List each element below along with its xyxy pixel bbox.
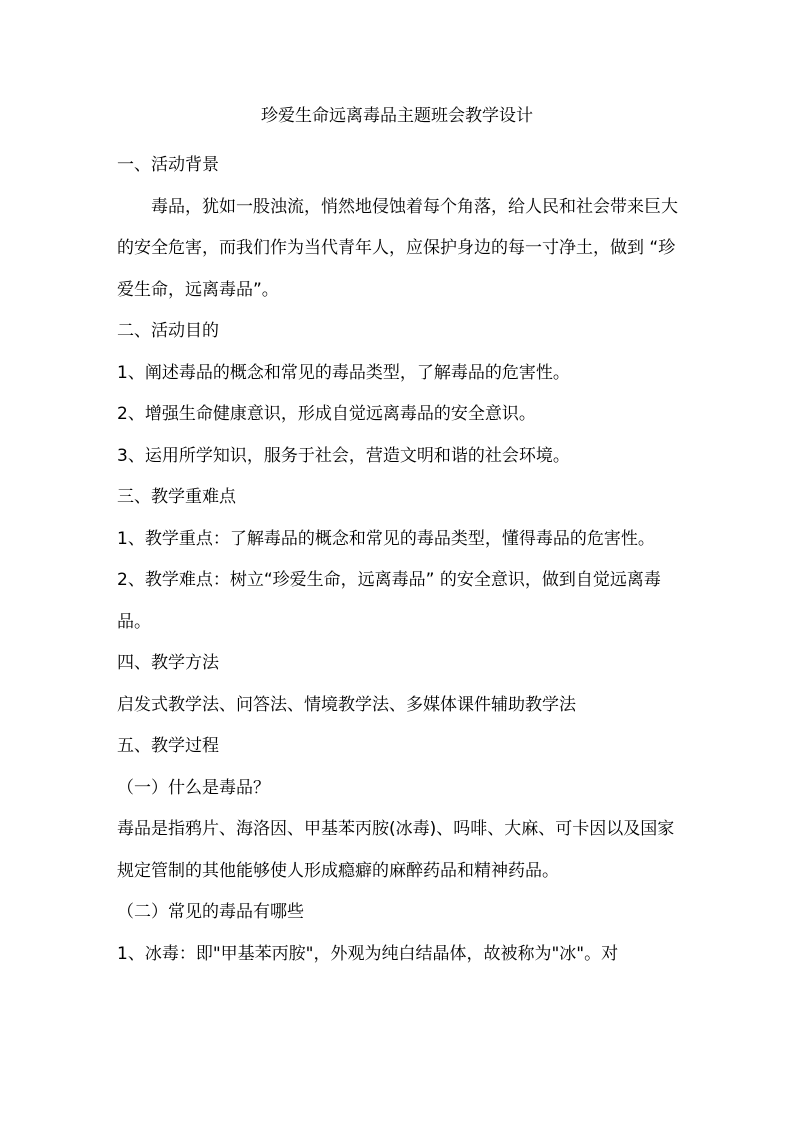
section-heading: 五、教学过程 (117, 736, 219, 756)
document-body (117, 145, 682, 975)
list-item: 1、冰毒：即"甲基苯丙胺"，外观为纯白结晶体，故被称为"冰"。对 (117, 943, 619, 964)
paragraph: 启发式教学法、问答法、情境教学法、多媒体课件辅助教学法 (117, 694, 576, 715)
subsection-heading: （二）常见的毒品有哪些 (117, 902, 304, 922)
subsection-heading: （一）什么是毒品？ (117, 777, 270, 798)
paragraph: 毒品，犹如一股浊流，悄然地侵蚀着每个角落，给人民和社会带来巨大的安全危害，而我们作为当代青年人，应保护身边的每一寸净土，做到 “珍爱生命，远离毒品”。 (117, 196, 678, 300)
section-heading: 三、教学重难点 (117, 487, 236, 507)
paragraph: 毒品是指鸦片、海洛因、甲基苯丙胺(冰毒)、吗啡、大麻、可卡因以及国家规定管制的其他能够使人形成瘾癖的麻醉药品和精神药品。 (117, 819, 675, 881)
section-heading: 四、教学方法 (117, 653, 219, 673)
list-item: 3、运用所学知识，服务于社会，营造文明和谐的社会环境。 (117, 445, 570, 466)
list-item: 2、教学难点：树立“珍爱生命，远离毒品” 的安全意识，做到自觉远离毒品。 (117, 570, 661, 632)
list-item: 1、教学重点：了解毒品的概念和常见的毒品类型，懂得毒品的危害性。 (117, 528, 655, 549)
section-heading: 二、活动目的 (117, 321, 219, 341)
list-item: 2、增强生命健康意识，形成自觉远离毒品的安全意识。 (117, 404, 536, 424)
list-item: 1、阐述毒品的概念和常见的毒品类型，了解毒品的危害性。 (117, 362, 570, 383)
section-heading: 一、活动背景 (117, 155, 219, 175)
document-title: 珍爱生命远离毒品主题班会教学设计 (261, 106, 533, 126)
